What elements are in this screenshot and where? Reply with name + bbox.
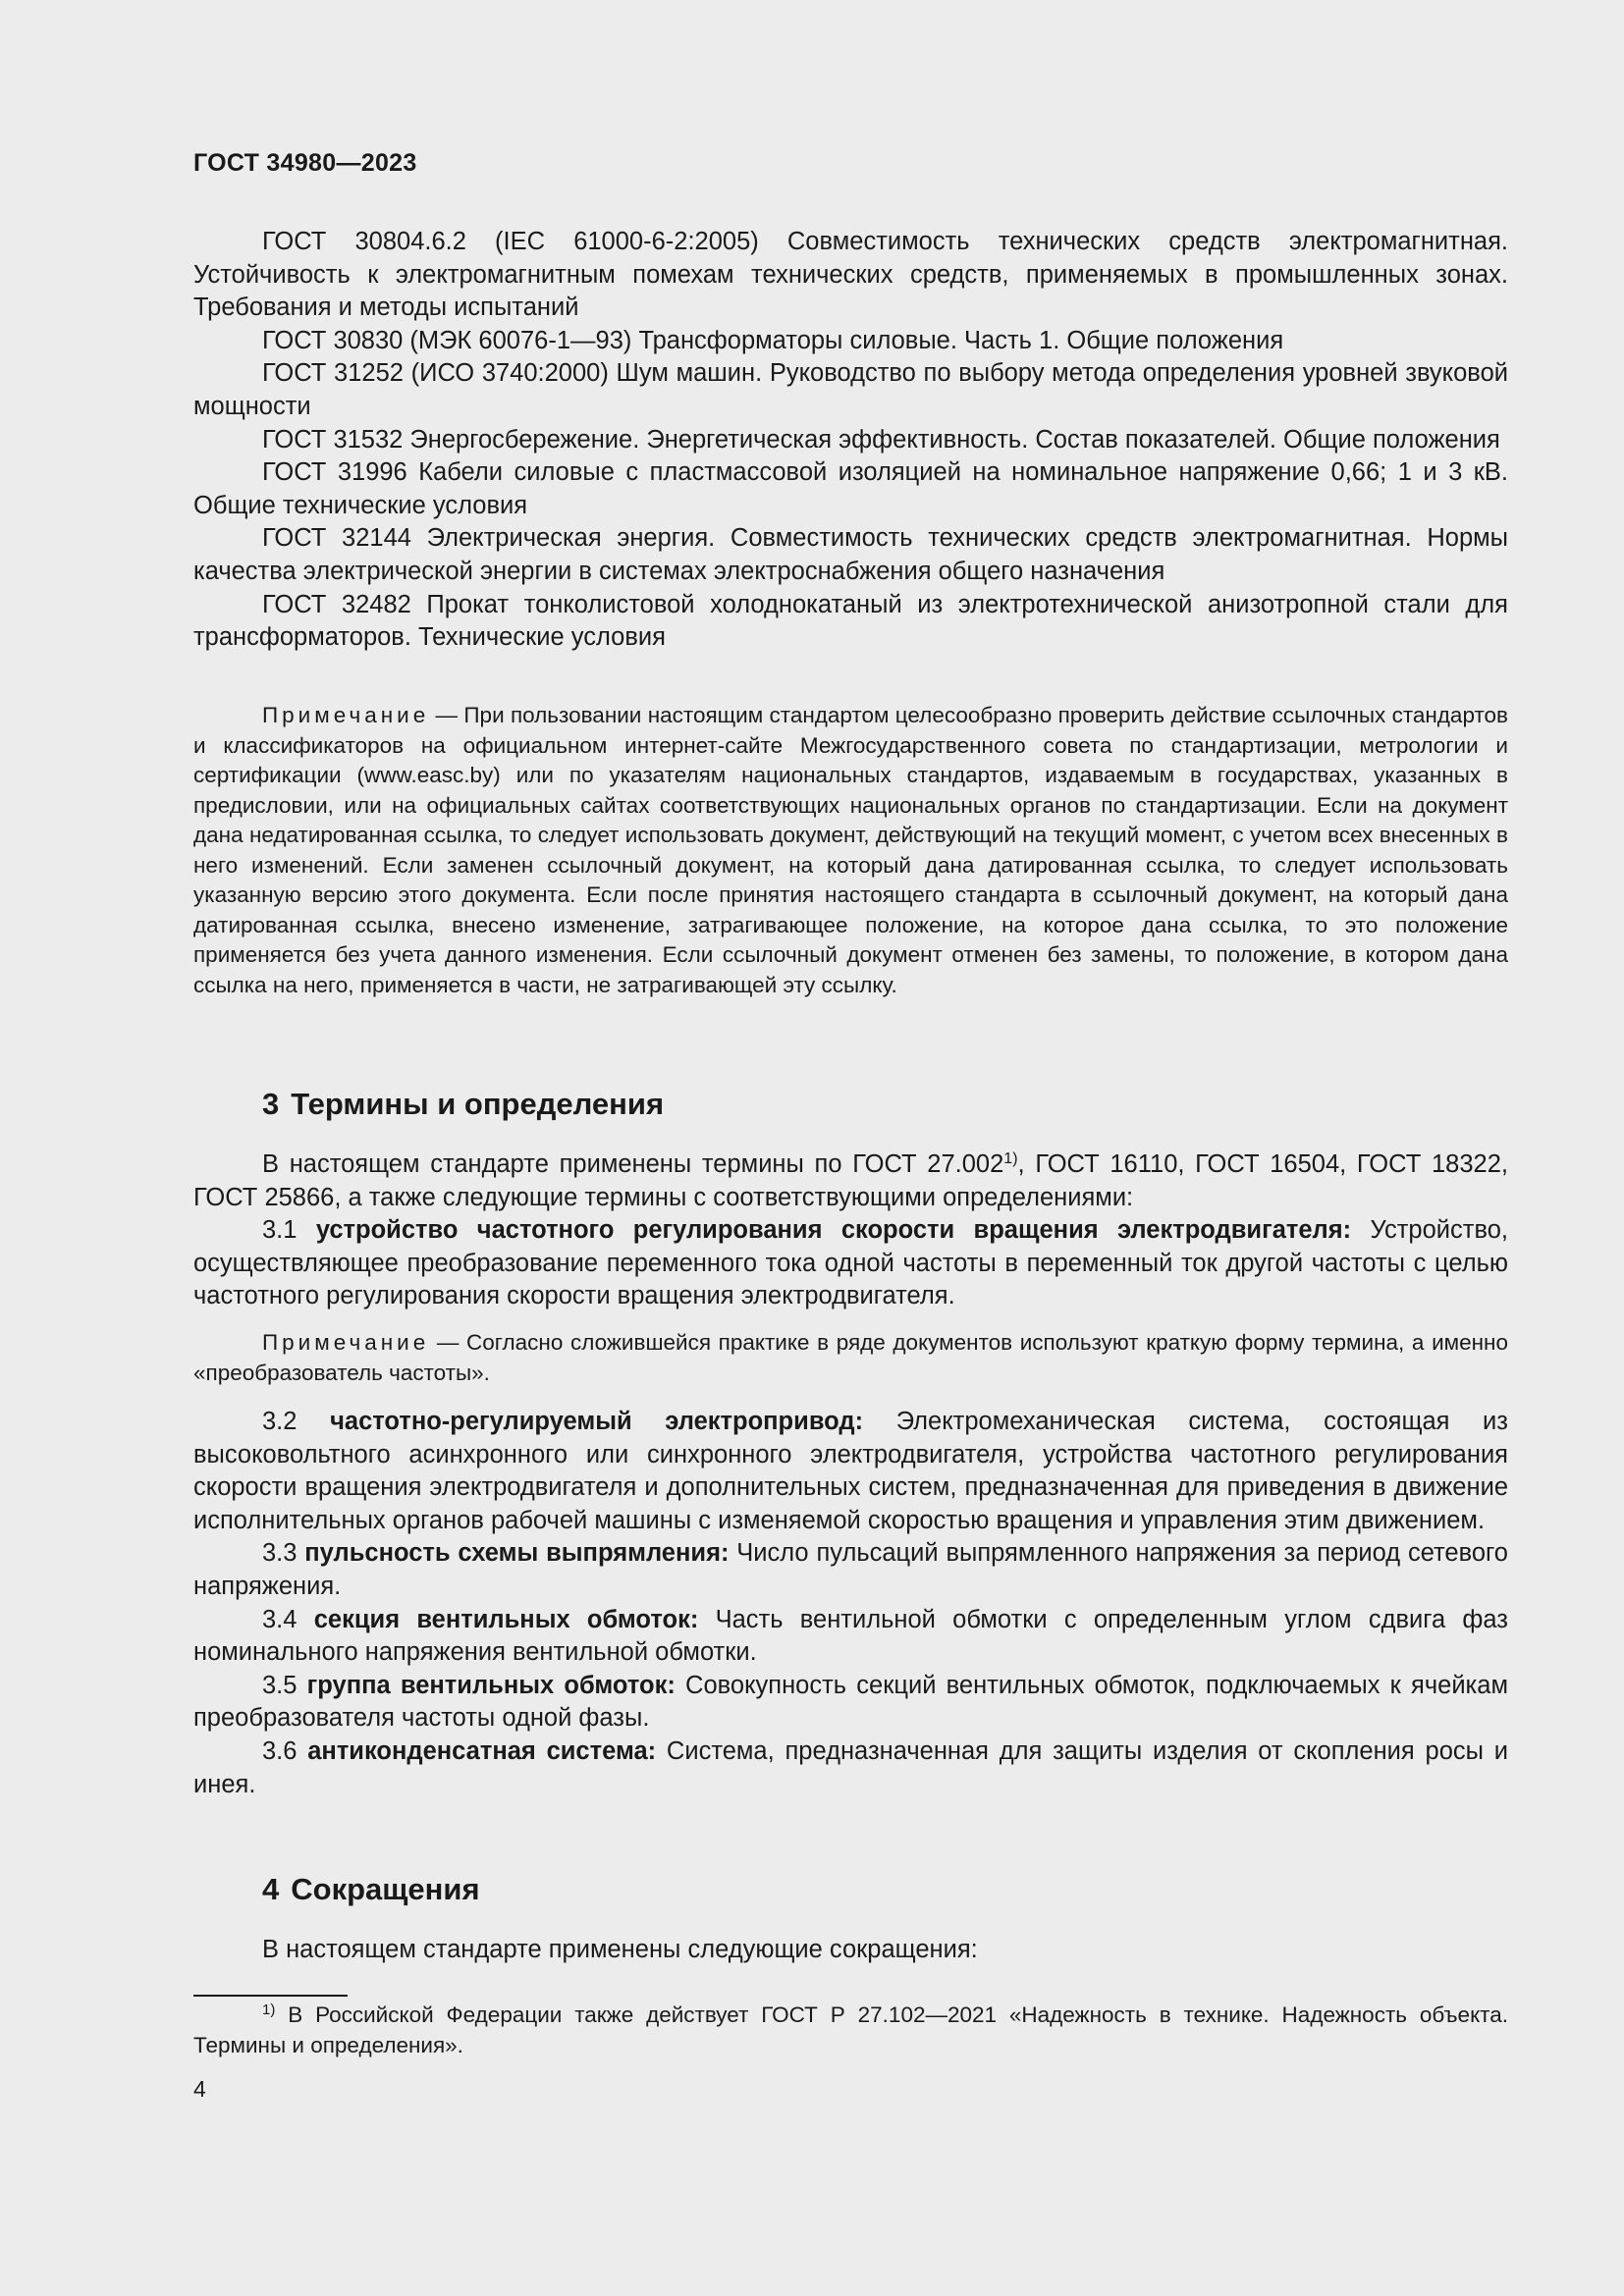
footnote-mark: 1) — [262, 2002, 276, 2018]
reference-item: ГОСТ 31532 Энергосбережение. Энергетическая эффективность. Состав показателей. Общие положения — [262, 425, 1500, 454]
terms-list — [193, 1406, 1508, 1801]
note-lead: Примечание — [262, 703, 430, 727]
reference-item: ГОСТ 31252 (ИСО 3740:2000) Шум машин. Руководство по выбору метода определения уровней звуковой мощности — [193, 359, 1508, 420]
section-title-text: Термины и определения — [291, 1087, 665, 1121]
normative-references — [193, 226, 1508, 655]
note-text: — Согласно сложившейся практике в ряде документов используют краткую форму термина, а именно «преобразователь частоты». — [193, 1330, 1508, 1385]
section-3-title — [262, 1087, 664, 1122]
term-item: 3.3 пульсность схемы выпрямления: Число пульсаций выпрямленного напряжения за период сетевого напряжения. — [193, 1539, 1508, 1600]
document-header: ГОСТ 34980—2023 — [193, 149, 417, 177]
reference-item: ГОСТ 30830 (МЭК 60076-1—93) Трансформаторы силовые. Часть 1. Общие положения — [262, 326, 1284, 354]
document-page — [193, 0, 1508, 2296]
term-name: пульсность схемы выпрямления: — [304, 1539, 730, 1568]
footnote — [193, 2000, 1508, 2060]
term-definition: Совокупность секций вентильных обмоток, подключаемых к ячейкам преобразователя частоты одной фазы. — [193, 1671, 1508, 1733]
term-name: устройство частотного регулирования скорости вращения электродвигателя: — [315, 1216, 1352, 1245]
section-3-intro: В настоящем стандарте применены термины по ГОСТ 27.002$^{1)}$, ГОСТ 16110, ГОСТ 16504, ГОСТ 18322, ГОСТ 25866, а также следующие термины с соответствующими определениями: — [193, 1150, 1508, 1211]
term-definition: Система, предназначенная для защиты изделия от скопления росы и инея. — [193, 1736, 1508, 1798]
footnote-text: В Российской Федерации также действует ГОСТ Р 27.102—2021 «Надежность в технике. Надежность объекта. Термины и определения». — [193, 2002, 1508, 2057]
section-4-intro-block — [193, 1934, 1508, 1967]
reference-item: ГОСТ 30804.6.2 (IEC 61000-6-2:2005) Совместимость технических средств электромагнитная. Устойчивость к электромагнитным помехам технических средств, применяемых в промышленных зонах. Требования и методы испытаний — [193, 228, 1508, 322]
section-number: 4 — [262, 1872, 280, 1906]
section-4-intro: В настоящем стандарте применены следующие сокращения: — [262, 1936, 978, 1963]
reference-item: ГОСТ 32144 Электрическая энергия. Совместимость технических средств электромагнитная. Нормы качества электрической энергии в системах электроснабжения общего назначения — [193, 524, 1508, 585]
term-name: частотно-регулируемый электропривод: — [330, 1408, 864, 1435]
term-definition: Часть вентильной обмотки с определенным углом сдвига фаз номинального напряжения вентильной обмотки. — [193, 1605, 1508, 1667]
term-item: 3.5 группа вентильных обмоток: Совокупность секций вентильных обмоток, подключаемых к ячейкам преобразователя частоты одной фазы. — [193, 1671, 1508, 1733]
term-item: 3.6 антиконденсатная система: Система, предназначенная для защиты изделия от скопления росы и инея. — [193, 1736, 1508, 1798]
term-3-1: 3.1 устройство частотного регулирования скорости вращения электродвигателя: Устройство, осуществляющее преобразование переменного тока одной частоты в переменный ток другой частоты с целью частотного регулирования скорости вращения электродвигателя. — [193, 1216, 1508, 1310]
section-title-text: Сокращения — [291, 1872, 480, 1906]
section-3-intro-block — [193, 1148, 1508, 1313]
reference-item: ГОСТ 32482 Прокат тонколистовой холоднокатаный из электротехнической анизотропной стали для трансформаторов. Технические условия — [193, 590, 1508, 652]
references-note — [193, 701, 1508, 1000]
note-text: — При пользовании настоящим стандартом целесообразно проверить действие ссылочных стандартов и классификаторов на официальном интернет-сайте Межгосударственного совета по стандартизации, метрологии и сертификации (www.easc.by) или по указателям национальных стандартов, издаваемым в государствах, указанных в предисловии, или на официальных сайтах соответствующих национальных органов по стандартизации. Если на документ дана недатированная ссылка, то следует использовать документ, действующий на текущий момент, с учетом всех внесенных в него изменений. Если заменен ссылочный документ, на который дана датированная ссылка, то следует использовать указанную версию этого документа. Если после принятия настоящего стандарта в ссылочный документ, на который дана датированная ссылка, внесено изменение, затрагивающее положение, на которое дана ссылка, то это положение применяется без учета данного изменения. Если ссылочный документ отменен без замены, то положение, в котором дана ссылка на него, применяется в части, не затрагивающей эту ссылку. — [193, 703, 1508, 997]
page-number: 4 — [193, 2076, 206, 2102]
term-name: секция вентильных обмоток: — [313, 1605, 699, 1633]
reference-item: ГОСТ 31996 Кабели силовые с пластмассовой изоляцией на номинальное напряжение 0,66; 1 и 3 кВ. Общие технические условия — [193, 458, 1508, 519]
section-number: 3 — [262, 1087, 280, 1121]
term-definition: Устройство, осуществляющее преобразование переменного тока одной частоты в переменный ток другой частоты с целью частотного регулирования скорости вращения электродвигателя. — [193, 1216, 1508, 1310]
term-definition: Число пульсаций выпрямленного напряжения за период сетевого напряжения. — [193, 1539, 1508, 1600]
term-item: 3.2 частотно-регулируемый электропривод: Электромеханическая система, состоящая из высоковольтного асинхронного или синхронного электродвигателя, устройства частотного регулирования скорости вращения электродвигателя и дополнительных систем, предназначенная для приведения в движение исполнительных органов рабочей машины с изменяемой скоростью вращения и управления этим движением. — [193, 1408, 1508, 1534]
term-definition: Электромеханическая система, состоящая из высоковольтного асинхронного или синхронного электродвигателя, устройства частотного регулирования скорости вращения электродвигателя и дополнительных систем, предназначенная для приведения в движение исполнительных органов рабочей машины с изменяемой скоростью вращения и управления этим движением. — [193, 1408, 1508, 1534]
term-name: антиконденсатная система: — [307, 1736, 657, 1765]
note-lead: Примечание — [262, 1330, 430, 1355]
footnote-divider — [193, 1995, 348, 1997]
term-item: 3.4 секция вентильных обмоток: Часть вентильной обмотки с определенным углом сдвига фаз номинального напряжения вентильной обмотки. — [193, 1605, 1508, 1667]
term-note — [193, 1328, 1508, 1388]
footnote-ref: 1) — [1003, 1150, 1018, 1167]
section-4-title — [262, 1872, 480, 1907]
term-name: группа вентильных обмоток: — [306, 1671, 676, 1699]
